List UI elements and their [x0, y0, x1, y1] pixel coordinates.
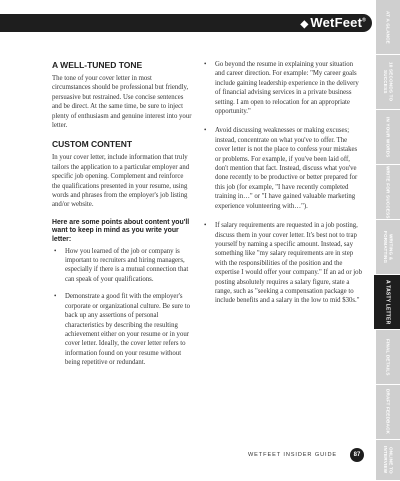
list-item-text: Demonstrate a good fit with the employer's corporate or organizational culture. Be sure to back up any assertions of personal characteristics by describing the resulting achievement either on your resume or in your cover letter. Ideally, the cover letter refers to information found on your resume without being repetitive or redundant. [65, 293, 191, 367]
bullet-icon: • [204, 61, 207, 68]
header-bar [0, 14, 372, 32]
left-column [52, 60, 192, 376]
section-title-tone: A WELL-TUNED TONE [52, 60, 143, 70]
bullet-icon: • [54, 247, 57, 255]
list-item [52, 247, 192, 285]
logo-text: WetFeet [310, 15, 363, 30]
tab-write-for-success[interactable] [376, 165, 400, 220]
list-item [52, 292, 192, 367]
tab-label: 10 SECONDS TO SUCCESS [383, 62, 394, 102]
tab-label: ONLINE TO INTERVIEW [383, 446, 394, 474]
tab-writing-formatting[interactable] [376, 220, 400, 275]
section-title-content: CUSTOM CONTENT [52, 139, 133, 150]
tab-label: FINAL DETAILS [385, 338, 391, 376]
footprint-icon: ◆ [300, 19, 309, 30]
wetfeet-logo [300, 15, 366, 30]
left-bullet-list [52, 247, 192, 368]
list-item-text: How you learned of the job or company is important to recruiters and hiring managers, especially if there is a mutual connection that can speak of your qualifications. [65, 247, 189, 283]
chapter-tabs [374, 0, 400, 480]
list-item-text: If salary requirements are requested in a job posting, discuss them in your cover letter. It's best not to trap yourself by naming a specific amount. Instead, say something like "my salary requirements are in step with the responsibilities of the position and the expertise I would offer your company." If an ad or job posting absolutely requires a salary figure, state a range, such as "seeking a compensation package to include benefits and a salary in the low to mid $30s." [215, 222, 362, 305]
tab-10-seconds[interactable] [376, 55, 400, 110]
tab-label: DRAFT FEEDBACK [385, 389, 391, 435]
tab-label: AT A GLANCE [385, 10, 391, 44]
tab-label: WRITE FOR SUCCESS [385, 165, 391, 219]
tab-a-tasty-letter[interactable] [374, 275, 400, 330]
list-item [202, 126, 362, 211]
bullet-icon: • [54, 293, 57, 301]
trademark-symbol: ® [362, 17, 366, 24]
bullet-icon: • [204, 127, 207, 135]
right-column [202, 60, 362, 316]
list-item-text: Go beyond the resume in explaining your situation and career direction. For example: "My career goals include gaining leadership experience in the delivery of financial advising services in a private business setting. I am open to relocation for an appropriate opportunity." [215, 61, 359, 116]
section-body-tone: The tone of your cover letter in most circumstances should be professional but friendly, persuasive but restrained. Use concise sentences and be direct. At the same time, be sure to inject plenty of enthusiasm and genuine interest into your letter. [52, 75, 192, 130]
tab-label: IN YOUR WORDS [385, 116, 391, 158]
tab-label: A TASTY LETTER [384, 279, 391, 325]
tab-in-your-words[interactable] [376, 110, 400, 165]
tab-final-details[interactable] [376, 330, 400, 385]
list-item [202, 221, 362, 306]
page-number: 87 [350, 448, 364, 462]
tab-at-a-glance[interactable] [376, 0, 400, 55]
section-body-content: In your cover letter, include information that truly tailors the application to a particular employer and specific job opening. Complement and reinforce the qualifications presented in your resume, using words and phrases from the employer's job listing and/or website. [52, 154, 190, 209]
right-bullet-list [202, 60, 362, 306]
bullet-icon: • [204, 222, 207, 230]
tab-draft-feedback[interactable] [376, 385, 400, 440]
tab-label: WRITING & FORMATTING [383, 230, 394, 264]
content-points-callout: Here are some points about content you'll want to keep in mind as you write your letter: [52, 218, 190, 244]
list-item-text: Avoid discussing weaknesses or making excuses; instead, concentrate on what you've to offer. The cover letter is not the place to confess your mistakes or problems. For example, if you've been laid off, don't mention that fact. Instead, discuss what you've done recently to be productive or better prepared for this job (for example, "I have recently completed training in…" or "I have gained valuable marketing experience volunteering with…"). [215, 127, 358, 210]
list-item [202, 60, 362, 116]
tab-online-to-interview[interactable] [376, 440, 400, 481]
footer-guide-title: WETFEET INSIDER GUIDE [248, 452, 338, 458]
